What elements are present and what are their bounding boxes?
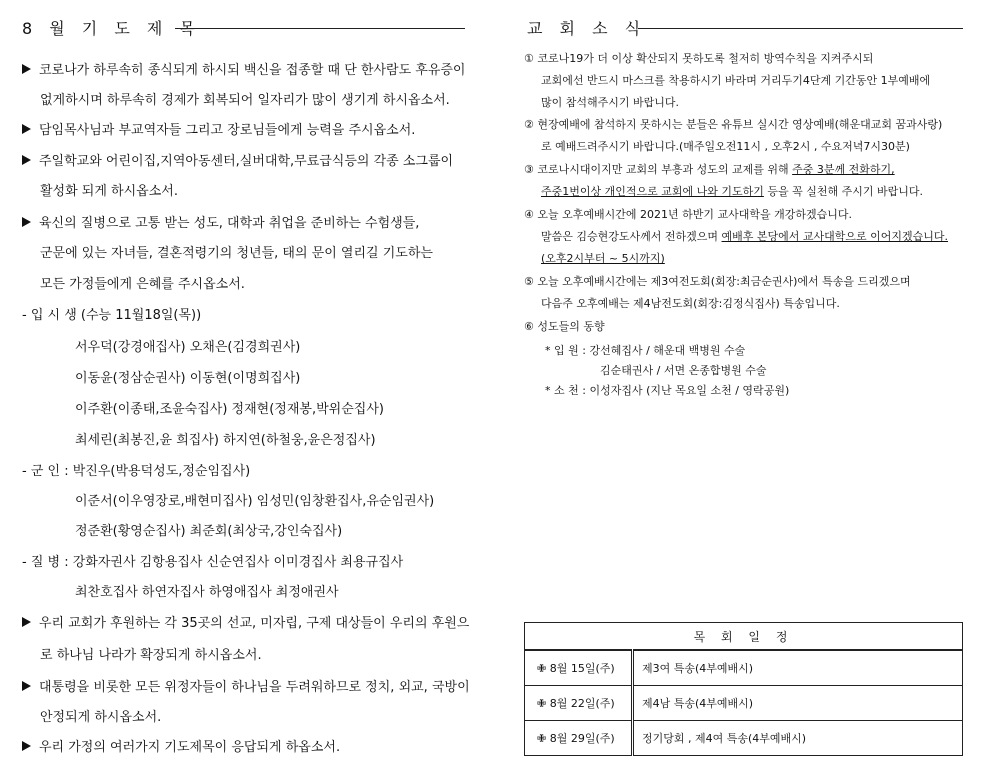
prayer-item-7: 우리 가정의 여러가지 기도제목이 응답되게 하옵소서. [22,740,340,756]
prayer-item-5-cont: 로 하나님 나라가 확장되게 하시옵소서. [40,648,262,663]
news-item-1-cont: 교회에선 반드시 마스크를 착용하시기 바라며 거리두기4단계 기간동안 1부예배에 [541,74,931,87]
illness-row: 최찬호집사 하연자집사 하영애집사 최정애권사 [75,585,339,600]
exam-row: 이주환(이종태,조윤숙집사) 정재현(정재봉,박위순집사) [75,402,384,417]
prayer-item-4-cont: 군문에 있는 자녀들, 결혼적령기의 청년들, 태의 문이 열리길 기도하는 [40,246,433,261]
table-row [525,650,963,686]
prayer-item-2: 담임목사님과 부교역자들 그리고 장로님들에게 능력을 주시옵소서. [22,123,415,139]
schedule-date: ✙ 8월 22일(주) [525,686,633,721]
prayer-item-1: 코로나가 하루속히 종식되게 하시되 백신을 접종할 때 단 한사람도 후유증이 [22,63,466,79]
triangle-bullet-icon [22,64,31,74]
news-item-4: ④ 오늘 오후예배시간에 2021년 하반기 교사대학을 개강하겠습니다. [524,208,852,221]
prayer-item-6: 대통령을 비롯한 모든 위정자들이 하나님을 두려워하므로 정치, 외교, 국방이 [22,680,470,696]
table-row [525,721,963,756]
hospitalized-row: 김순태권사 / 서면 온종합병원 수술 [600,364,767,377]
news-item-2-cont: 로 예배드려주시기 바랍니다.(매주일오전11시 , 오후2시 , 수요저녁7시30분) [541,140,910,153]
title-rule [175,28,465,29]
triangle-bullet-icon [22,155,31,165]
news-item-6: ⑥ 성도들의 동향 [524,320,605,333]
schedule-event: 정기당회 , 제4여 특송(4부예배시) [633,721,963,756]
exam-row: 이동윤(정삼순권사) 이동현(이명희집사) [75,371,301,386]
cross-icon: ✙ [537,732,547,745]
news-item-4-cont: (오후2시부터 ~ 5시까지) [541,252,665,265]
table-row [525,686,963,721]
schedule-title: 목 회 일 정 [525,623,963,651]
prayer-item-5: 우리 교회가 후원하는 각 35곳의 선교, 미자립, 구제 대상들이 우리의 후원으 [22,616,469,632]
prayer-item-3-cont: 활성화 되게 하시옵소서. [40,184,178,199]
prayer-item-4: 육신의 질병으로 고통 받는 성도, 대학과 취업을 준비하는 수험생들, [22,216,419,232]
news-item-1-cont: 많이 참석해주시기 바랍니다. [541,96,680,109]
passed-away-row: * 소 천 : 이성자집사 (지난 목요일 소천 / 영락공원) [545,384,790,397]
prayer-title: 8 월 기 도 제 목 [22,19,201,38]
news-item-3-cont: 주중1번이상 개인적으로 교회에 나와 기도하기 등을 꼭 실천해 주시기 바랍니다. [541,185,924,198]
news-item-3: ③ 코로나시대이지만 교회의 부흥과 성도의 교제를 위해 주중 3분께 전화하기, [524,163,895,176]
hospitalized-row: * 입 원 : 강선혜집사 / 해운대 백병원 수술 [545,344,746,357]
news-title: 교 회 소 식 [527,19,647,38]
exam-heading: - 입 시 생 (수능 11월18일(목)) [22,308,202,323]
schedule-table [524,622,963,756]
triangle-bullet-icon [22,617,31,627]
military-row: 정준환(황영순집사) 최준회(최상국,강인숙집사) [75,524,343,539]
news-item-1: ① 코로나19가 더 이상 확산되지 못하도록 철저히 방역수칙을 지켜주시되 [524,52,874,65]
exam-row: 최세린(최봉진,윤 희집사) 하지연(하철웅,윤은정집사) [75,433,376,448]
triangle-bullet-icon [22,741,31,751]
news-item-2: ② 현장예배에 참석하지 못하시는 분들은 유튜브 실시간 영상예배(해운대교회 꿈과사랑) [524,118,943,131]
military-row: 이준서(이우영장로,배현미집사) 임성민(임창환집사,유순임권사) [75,494,435,509]
cross-icon: ✙ [537,697,547,710]
prayer-item-4-cont2: 모든 가정들에게 은혜를 주시옵소서. [40,277,245,292]
title-rule [638,28,963,29]
triangle-bullet-icon [22,124,31,134]
triangle-bullet-icon [22,217,31,227]
exam-row: 서우덕(강경애집사) 오채은(김경희권사) [75,340,301,355]
news-item-5: ⑤ 오늘 오후예배시간에는 제3여전도회(회장:최금순권사)에서 특송을 드리겠으며 [524,275,911,288]
military-heading: - 군 인 : 박진우(박용덕성도,정순임집사) [22,464,251,479]
news-item-4-cont: 말씀은 김승현강도사께서 전하겠으며 예배후 본당에서 교사대학으로 이어지겠습니다. [541,230,949,243]
schedule-event: 제4남 특송(4부예배시) [633,686,963,721]
schedule-date: ✙ 8월 29일(주) [525,721,633,756]
prayer-item-1-cont: 없게하시며 하루속히 경제가 회복되어 일자리가 많이 생기게 하시옵소서. [40,93,450,108]
schedule-date: ✙ 8월 15일(주) [525,650,633,686]
schedule-event: 제3여 특송(4부예배시) [633,650,963,686]
triangle-bullet-icon [22,681,31,691]
news-item-5-cont: 다음주 오후예배는 제4남전도회(회장:김정식집사) 특송입니다. [541,297,840,310]
cross-icon: ✙ [537,662,547,675]
illness-heading: - 질 병 : 강화자권사 김항용집사 신순연집사 이미경집사 최용규집사 [22,555,404,570]
prayer-item-3: 주일학교와 어린이집,지역아동센터,실버대학,무료급식등의 각종 소그룹이 [22,154,453,170]
prayer-item-6-cont: 안정되게 하시옵소서. [40,710,162,725]
